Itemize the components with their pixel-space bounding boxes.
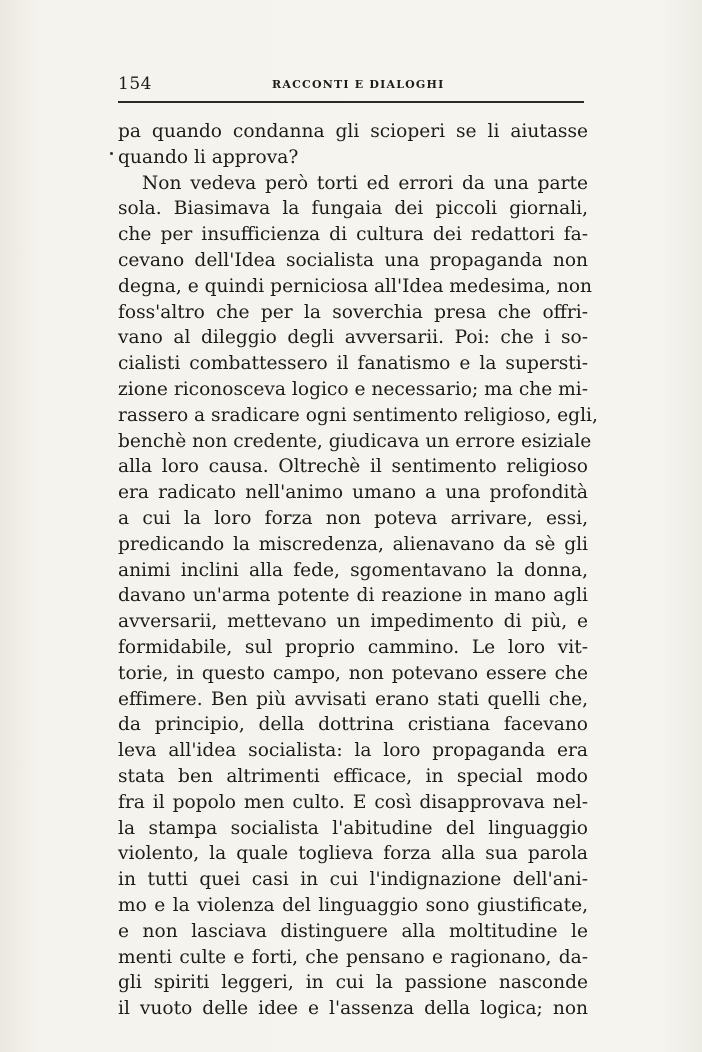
- text-line: foss'altro che per la soverchia presa che offri-: [118, 301, 588, 323]
- text-line: avversarii, mettevano un impedimento di più, e: [118, 611, 588, 633]
- text-line: torie, in questo campo, non potevano essere che: [118, 662, 588, 684]
- text-line: rassero a sradicare ogni sentimento religioso, egli,: [118, 404, 598, 426]
- text-line: che per insufficienza di cultura dei redattori fa-: [118, 224, 588, 246]
- text-line: animi inclini alla fede, sgomentavano la donna,: [118, 559, 588, 581]
- running-title: RACCONTI E DIALOGHI: [272, 78, 445, 91]
- text-line: in tutti quei casi in cui l'indignazione dell'ani-: [118, 869, 588, 891]
- text-line: benchè non credente, giudicava un errore esiziale: [118, 430, 592, 452]
- text-line: alla loro causa. Oltrechè il sentimento religioso: [118, 456, 588, 478]
- text-line: cevano dell'Idea socialista una propaganda non: [118, 249, 588, 271]
- body-text: [118, 119, 598, 1022]
- page-number: 154: [118, 74, 152, 94]
- text-line: violento, la quale toglieva forza alla sua parola: [118, 843, 588, 865]
- text-line: fra il popolo men culto. E così disapprovava nel-: [118, 791, 588, 813]
- text-line: leva all'idea socialista: la loro propaganda era: [118, 740, 588, 762]
- text-line: quando li approva?: [118, 146, 299, 168]
- text-line: davano un'arma potente di reazione in mano agli: [118, 585, 588, 607]
- text-line: e non lasciava distinguere alla moltitudine le: [118, 920, 588, 942]
- text-line: effimere. Ben più avvisati erano stati quelli che,: [118, 688, 588, 710]
- margin-speck: [110, 152, 113, 155]
- text-line: a cui la loro forza non poteva arrivare, essi,: [118, 507, 588, 529]
- text-line: zione riconosceva logico e necessario; ma che mi-: [118, 378, 588, 400]
- text-line: predicando la miscredenza, alienavano da sè gli: [118, 533, 588, 555]
- text-line: mo e la violenza del linguaggio sono giustificate,: [118, 894, 588, 916]
- text-line: gli spiriti leggeri, in cui la passione nasconde: [118, 972, 588, 994]
- text-line: stata ben altrimenti efficace, in special modo: [118, 765, 588, 787]
- text-line: formidabile, sul proprio cammino. Le loro vit-: [118, 636, 588, 658]
- text-line: sola. Biasimava la fungaia dei piccoli giornali,: [118, 198, 588, 220]
- text-line: era radicato nell'animo umano a una profondità: [118, 482, 588, 504]
- text-line: la stampa socialista l'abitudine del linguaggio: [118, 817, 588, 839]
- text-line: Non vedeva però torti ed errori da una parte: [142, 172, 588, 194]
- page-header: [118, 74, 584, 98]
- text-line: da principio, della dottrina cristiana facevano: [118, 714, 588, 736]
- text-line: menti culte e forti, che pensano e ragionano, da-: [118, 946, 588, 968]
- text-line: il vuoto delle idee e l'assenza della logica; non: [118, 998, 588, 1020]
- text-line: pa quando condanna gli scioperi se li aiutasse: [118, 121, 588, 142]
- text-line: degna, e quindi perniciosa all'Idea medesima, non: [118, 275, 593, 297]
- text-line: vano al dileggio degli avversarii. Poi: che i so-: [118, 327, 588, 349]
- header-rule: [118, 101, 584, 103]
- text-line: cialisti combattessero il fanatismo e la supersti-: [118, 353, 588, 375]
